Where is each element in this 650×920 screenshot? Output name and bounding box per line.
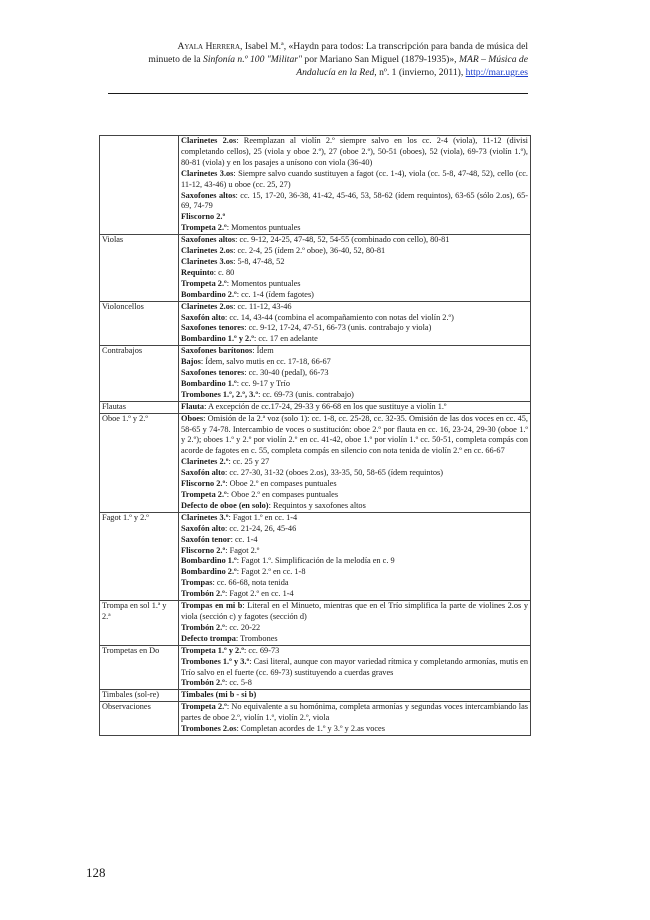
content-line bbox=[181, 290, 528, 301]
instrument-name: Timbales (mi b - si b) bbox=[181, 690, 257, 700]
instrument-note: : Casi literal, aunque con mayor variedad rítmica y completando armonías, mutis en Trío salvo en el fuerte (cc. 69-73) sustituyendo a cuerdas graves bbox=[181, 656, 529, 677]
instrument-name: Saxofones altos bbox=[181, 190, 236, 200]
instrument-note: : c. 80 bbox=[213, 267, 235, 277]
header-line-1 bbox=[108, 40, 528, 53]
instrument-note: : Literal en el Minueto, mientras que en el Trío simplifica la parte de violines 2.os y viola (sección c) y fagotes (sección d) bbox=[181, 601, 528, 621]
instrument-name: Saxofones altos bbox=[181, 235, 236, 245]
content-line bbox=[181, 567, 528, 578]
table-row bbox=[100, 136, 531, 235]
content-line bbox=[181, 524, 528, 535]
row-label: Fagot 1.º y 2.º bbox=[100, 512, 179, 600]
row-content bbox=[179, 690, 531, 702]
instrument-name: Bombardino 1.º bbox=[181, 556, 237, 566]
instrument-note: : Siempre salvo cuando sustituyen a fagot (cc. 1-4), viola (cc. 5-8, 47-48, 52), cello (cc. 11-12, 43-46) u oboe (cc. 25, 27) bbox=[181, 168, 528, 189]
content-line bbox=[181, 468, 528, 479]
instrument-note: : cc. 21-24, 26, 45-46 bbox=[225, 523, 297, 533]
header-title: , Isabel M.ª, «Haydn para todos: La transcripción para banda de música del bbox=[240, 41, 528, 52]
instrument-note: : Oboe 2.º en compases puntuales bbox=[226, 490, 339, 499]
content-line bbox=[181, 501, 528, 512]
running-header bbox=[108, 40, 528, 79]
instrument-note: : cc. 66-68, nota tenida bbox=[212, 578, 289, 588]
header-rule bbox=[108, 93, 528, 94]
row-label: Violoncellos bbox=[100, 301, 179, 346]
instrument-note: : cc. 1-4 bbox=[230, 534, 258, 544]
instrument-note: : Fagot 1.º en cc. 1-4 bbox=[228, 512, 298, 522]
instrument-name: Fliscorno 2.º bbox=[181, 479, 226, 489]
instrument-name: Clarinetes 2.os bbox=[181, 136, 237, 145]
content-line bbox=[181, 379, 528, 390]
instrument-name: Trompas en mi b bbox=[181, 601, 243, 611]
header-issue: , nº. 1 (invierno, 2011), bbox=[374, 67, 466, 78]
content-line bbox=[181, 601, 528, 623]
instrument-note: : Fagot 2.º en cc. 1-4 bbox=[224, 589, 294, 599]
content-line bbox=[181, 246, 528, 257]
row-content bbox=[179, 346, 531, 402]
content-line bbox=[181, 302, 528, 313]
instrument-name: Trompeta 2.º bbox=[181, 278, 227, 288]
instrument-name: Clarinetes 2.º bbox=[181, 457, 229, 467]
content-line bbox=[181, 257, 528, 268]
instrument-name: Trompeta 1.º y 2.º bbox=[181, 645, 245, 655]
instrument-name: Clarinetes 2.os bbox=[181, 246, 234, 256]
header-text: minueto de la bbox=[148, 54, 204, 65]
instrument-note: : No equivalente a su homónima, completa armonías y segundas voces intercambiando las partes de oboe 2.º, violín 1.º, violín 2.º, viola bbox=[181, 702, 528, 723]
row-label: Flautas bbox=[100, 401, 179, 413]
instrument-note: : Omisión de la 2.ª voz (solo 1): cc. 1-8, cc. 25-28, cc. 32-35. Omisión de las dos voces en cc. 45, 58-65 y 74-78. Intercambio de voces o sustitución: oboe 2.º por flauta en cc. 16, 23-24, 29-30 (oboe 1.º y 2.º); oboes 1.º y 2.º por violín 2.º en cc. 41-42, oboe 1.º por violín 1.º cc. 50-51, completa compás con acorde de fagotes en c. 55, completa compás en silencio con nota tenida de violín 2.º en cc. 66-67 bbox=[181, 413, 528, 456]
content-line bbox=[181, 724, 528, 735]
instrument-name: Defecto trompa bbox=[181, 633, 236, 643]
content-line bbox=[181, 589, 528, 600]
instrument-name: Trombón 2.º bbox=[181, 589, 225, 599]
row-label: Trompetas en Do bbox=[100, 645, 179, 690]
instrument-note: : Momentos puntuales bbox=[226, 278, 301, 288]
content-line bbox=[181, 414, 528, 458]
row-content bbox=[179, 645, 531, 690]
row-content bbox=[179, 512, 531, 600]
instrument-note: : cc. 20-22 bbox=[224, 622, 261, 632]
instrument-note: : Ídem, salvo mutis en cc. 17-18, 66-67 bbox=[200, 357, 331, 367]
instrument-note: : cc. 15, 17-20, 36-38, 41-42, 45-46, 53, 58-62 (ídem requintos), 63-65 (sólo 2.os), 65-69, 74-79 bbox=[181, 190, 528, 211]
content-line bbox=[181, 169, 528, 191]
instrument-note: : cc. 14, 43-44 (combina el acompañamiento con notas del violín 2.º) bbox=[225, 312, 454, 322]
instrument-name: Bombardino 1.º bbox=[181, 378, 237, 388]
content-line bbox=[181, 223, 528, 234]
instrument-name: Clarinetes 3.os bbox=[181, 256, 234, 266]
instrument-note: : cc. 9-17 y Trío bbox=[236, 378, 291, 388]
instrument-name: Clarinetes 3.º bbox=[181, 512, 229, 522]
instrument-note: : Requintos y saxofones altos bbox=[268, 500, 366, 510]
instrument-name: Flauta bbox=[181, 401, 205, 411]
instrument-name: Fliscorno 2.º bbox=[181, 212, 226, 222]
content-line bbox=[181, 513, 528, 524]
instrument-note: : cc. 30-40 (pedal), 66-73 bbox=[244, 368, 329, 378]
header-line-2 bbox=[108, 53, 528, 66]
content-line bbox=[181, 490, 528, 501]
table-row bbox=[100, 235, 531, 301]
row-content bbox=[179, 136, 531, 235]
content-line bbox=[181, 702, 528, 724]
instrument-note: : cc. 9-12, 24-25, 47-48, 52, 54-55 (combinado con cello), 80-81 bbox=[235, 235, 450, 245]
instrument-name: Bombardino 2.º bbox=[181, 289, 237, 299]
row-content bbox=[179, 601, 531, 646]
table-row bbox=[100, 702, 531, 736]
row-label: Trompa en sol 1.ª y 2.ª bbox=[100, 601, 179, 646]
content-line bbox=[181, 323, 528, 334]
instrument-note: : cc. 2-4, 25 (ídem 2.º oboe), 36-40, 52, 80-81 bbox=[233, 246, 386, 256]
table-row bbox=[100, 690, 531, 702]
table-row bbox=[100, 301, 531, 346]
header-journal: MAR – Música de bbox=[458, 54, 528, 65]
content-line bbox=[181, 646, 528, 657]
instrument-note: : cc. 5-8 bbox=[224, 678, 252, 688]
instrument-name: Saxofones barítonos bbox=[181, 346, 253, 356]
content-line bbox=[181, 334, 528, 345]
content-line bbox=[181, 546, 528, 557]
content-line bbox=[181, 390, 528, 401]
header-line-3 bbox=[108, 66, 528, 79]
table-row bbox=[100, 413, 531, 512]
header-text: por Mariano San Miguel (1879-1935)», bbox=[302, 54, 459, 65]
content-line bbox=[181, 623, 528, 634]
instrument-name: Requinto bbox=[181, 267, 214, 277]
content-line bbox=[181, 268, 528, 279]
instrument-name: Clarinetes 2.os bbox=[181, 301, 234, 311]
table-body bbox=[100, 136, 531, 736]
instrument-note: : Reemplazan al violín 2.º siempre salvo en los cc. 2-4 (viola), 11-12 (divisi completando cellos), 25 (viola y oboe 2.º), 27 (oboe 2.º), 50-51 (oboes), 52 (viola), 69-73 (violín 1.º), 80-81 (viola) y en los pasajes a unísono con viola (36-40) bbox=[181, 136, 528, 167]
instrument-name: Defecto de oboe (en solo) bbox=[181, 500, 269, 510]
content-line bbox=[181, 678, 528, 689]
instrument-name: Trombones 1.º y 3.º bbox=[181, 656, 250, 666]
row-label: Oboe 1.º y 2.º bbox=[100, 413, 179, 512]
instrument-note: : Ídem bbox=[252, 346, 274, 356]
row-label bbox=[100, 136, 179, 235]
instrument-note: : cc. 11-12, 43-46 bbox=[233, 301, 292, 311]
instrument-name: Trompeta 2.º bbox=[181, 702, 227, 712]
instrument-name: Bajos bbox=[181, 357, 201, 367]
content-line bbox=[181, 346, 528, 357]
header-author: Ayala Herrera bbox=[177, 41, 241, 52]
header-link[interactable]: http://mar.ugr.es bbox=[465, 67, 528, 78]
content-line bbox=[181, 279, 528, 290]
row-label: Timbales (sol-re) bbox=[100, 690, 179, 702]
instrument-name: Bombardino 1.º y 2.º bbox=[181, 334, 255, 344]
content-line bbox=[181, 578, 528, 589]
content-line bbox=[181, 479, 528, 490]
instrument-note: : cc. 1-4 (ídem fagotes) bbox=[236, 289, 314, 299]
row-label: Observaciones bbox=[100, 702, 179, 736]
content-line bbox=[181, 457, 528, 468]
content-line bbox=[181, 212, 528, 223]
content-line bbox=[181, 535, 528, 546]
row-content bbox=[179, 235, 531, 301]
instrument-name: Trombón 2.º bbox=[181, 678, 225, 688]
row-content bbox=[179, 702, 531, 736]
instrument-name: Saxofones tenores bbox=[181, 323, 245, 333]
content-line bbox=[181, 657, 528, 679]
instrument-note: : Fagot 1.º. Simplificación de la melodía en c. 9 bbox=[236, 556, 395, 566]
content-line bbox=[181, 556, 528, 567]
page-number: 128 bbox=[86, 865, 106, 880]
instrument-note: : cc. 27-30, 31-32 (oboes 2.os), 33-35, 50, 58-65 (ídem requintos) bbox=[225, 468, 444, 478]
instrument-note: : Fagot 2.º en cc. 1-8 bbox=[236, 567, 306, 577]
content-line bbox=[181, 368, 528, 379]
instrument-note: : cc. 69-73 (unis. contrabajo) bbox=[258, 389, 354, 399]
row-label: Violas bbox=[100, 235, 179, 301]
table-row bbox=[100, 401, 531, 413]
instrument-name: Saxofón alto bbox=[181, 468, 226, 478]
instrument-name: Saxofones tenores bbox=[181, 368, 245, 378]
instrument-name: Saxofón alto bbox=[181, 312, 226, 322]
instrumentation-table bbox=[99, 135, 531, 736]
content-line bbox=[181, 402, 528, 413]
content-line bbox=[181, 690, 528, 701]
instrument-name: Clarinetes 3.os bbox=[181, 168, 234, 178]
instrument-name: Saxofón alto bbox=[181, 523, 226, 533]
instrument-name: Trombón 2.º bbox=[181, 622, 225, 632]
table-row bbox=[100, 512, 531, 600]
instrument-note: : cc. 69-73 bbox=[244, 645, 280, 655]
instrument-note: : cc. 9-12, 17-24, 47-51, 66-73 (unis. contrabajo y viola) bbox=[244, 323, 432, 333]
instrument-note: : Completan acordes de 1.º y 3.º y 2.as voces bbox=[236, 724, 385, 734]
content-line bbox=[181, 235, 528, 246]
instrument-note: : Trombones bbox=[235, 633, 278, 643]
instrument-note: : A excepción de cc.17-24, 29-33 y 66-68 en los que sustituye a violín 1.º bbox=[204, 401, 447, 411]
instrument-name: Saxofón tenor bbox=[181, 534, 231, 544]
table-row bbox=[100, 346, 531, 402]
instrument-note: : Oboe 2.º en compases puntuales bbox=[225, 479, 337, 489]
row-content bbox=[179, 301, 531, 346]
table-row bbox=[100, 601, 531, 646]
row-content bbox=[179, 401, 531, 413]
content-line bbox=[181, 634, 528, 645]
content-line bbox=[181, 357, 528, 368]
instrument-name: Trompeta 2.º bbox=[181, 223, 227, 233]
header-journal: Andalucía en la Red bbox=[296, 67, 375, 78]
instrument-name: Oboes bbox=[181, 413, 204, 423]
instrument-note: : 5-8, 47-48, 52 bbox=[233, 256, 285, 266]
instrument-note: : cc. 17 en adelante bbox=[254, 334, 318, 344]
instrument-name: Trombones 1.º, 2.º, 3.º bbox=[181, 389, 259, 399]
instrument-name: Bombardino 2.º bbox=[181, 567, 237, 577]
instrument-name: Trombones 2.os bbox=[181, 724, 237, 734]
row-content bbox=[179, 413, 531, 512]
content-line bbox=[181, 191, 528, 213]
instrument-note: : cc. 25 y 27 bbox=[228, 457, 270, 467]
row-label: Contrabajos bbox=[100, 346, 179, 402]
instrument-note: : Momentos puntuales bbox=[226, 223, 301, 233]
instrument-name: Fliscorno 2.º bbox=[181, 545, 226, 555]
instrument-name: Trompas bbox=[181, 578, 213, 588]
instrument-note: : Fagot 2.º bbox=[225, 545, 260, 555]
instrument-name: Trompeta 2.º bbox=[181, 490, 227, 499]
table-row bbox=[100, 645, 531, 690]
header-symphony: Sinfonía n.º 100 "Militar" bbox=[203, 54, 303, 65]
content-line bbox=[181, 313, 528, 324]
content-line bbox=[181, 136, 528, 169]
